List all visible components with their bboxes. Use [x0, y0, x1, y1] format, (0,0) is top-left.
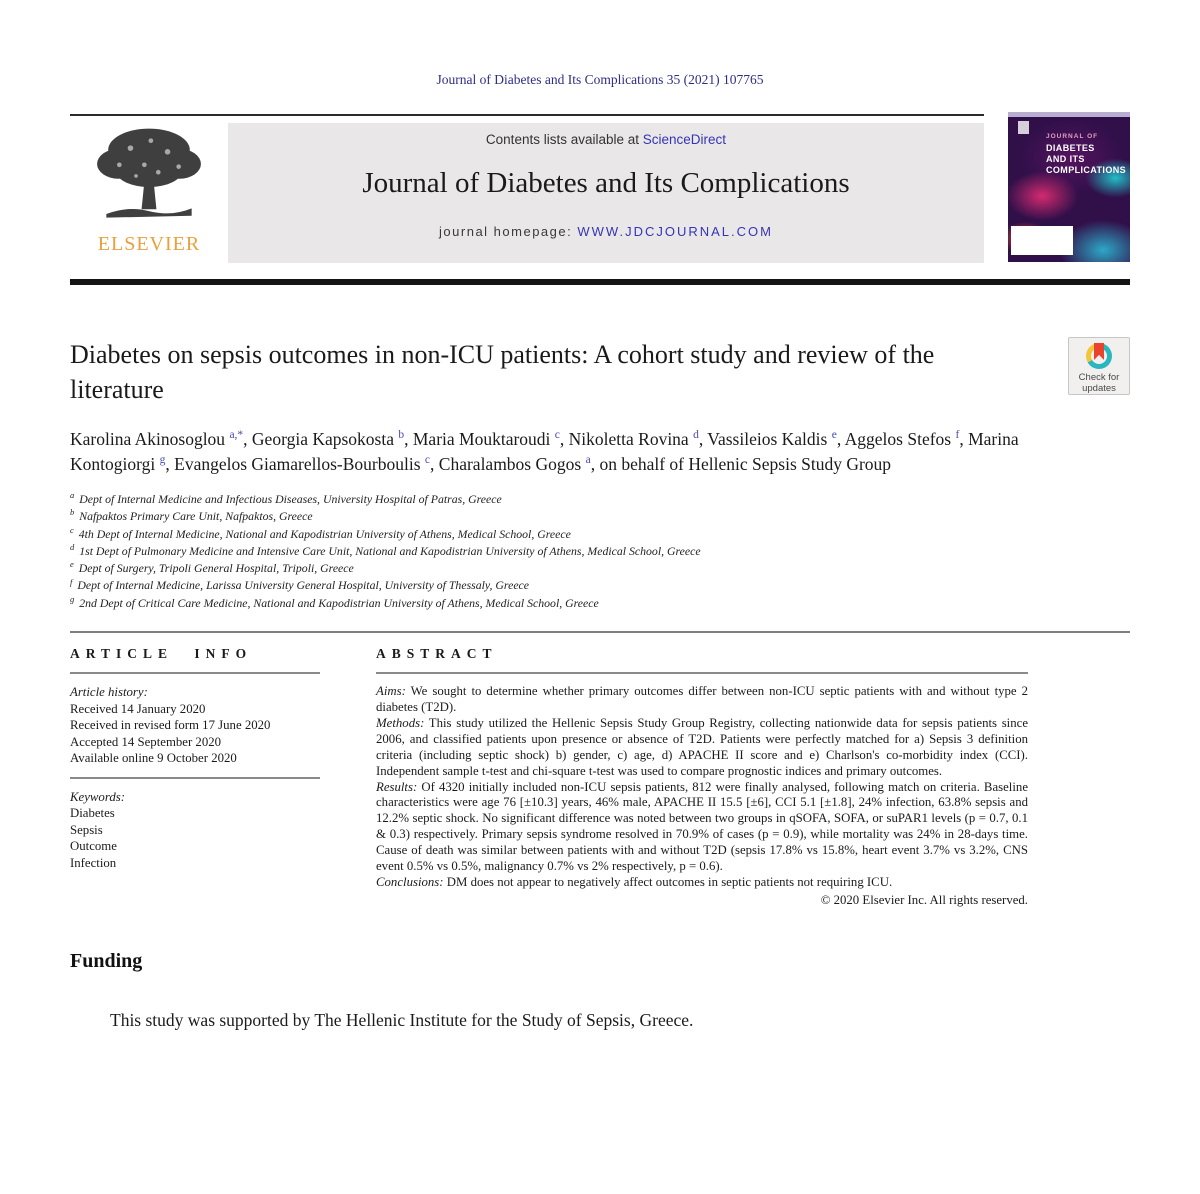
history-label: Article history: — [70, 685, 148, 700]
author-sup: d — [693, 429, 699, 442]
affiliation-sup: a — [70, 490, 75, 501]
badge-line2: updates — [1082, 383, 1116, 394]
affiliation-row: $^d$ 1st Dept of Pulmonary Medicine and Intensive Care Unit, National and Kapodistrian University of Athens, Medical School, Greece — [70, 541, 701, 558]
history-line: Available online 9 October 2020 — [70, 751, 237, 766]
crossmark-icon — [1086, 343, 1112, 369]
divider-bar — [70, 279, 1130, 285]
cover-elsevier-mark — [1018, 121, 1029, 134]
author-name: Karolina Akinosoglou — [70, 429, 230, 449]
crossmark-ribbon-icon — [1094, 343, 1104, 360]
copyright-line: © 2020 Elsevier Inc. All rights reserved. — [820, 892, 1028, 907]
article-info-heading: ARTICLE INFO — [70, 646, 253, 662]
author-name: Georgia Kapsokosta — [251, 429, 399, 449]
masthead — [70, 114, 1130, 263]
history-line: Received 14 January 2020 — [70, 701, 206, 716]
affiliation-row: $^e$ Dept of Surgery, Tripoli General Hospital, Tripoli, Greece — [70, 559, 354, 576]
keyword-line: Diabetes — [70, 806, 115, 821]
journal-citation: Journal of Diabetes and Its Complications 35 (2021) 107765 — [436, 72, 764, 87]
author-sup: b — [398, 429, 405, 442]
section-rule — [70, 631, 1130, 633]
keyword-line: Infection — [70, 855, 117, 870]
badge-line1: Check for — [1078, 372, 1120, 383]
title-row — [70, 337, 1130, 407]
affiliation-sup: b — [70, 507, 75, 518]
article-title: Diabetes on sepsis outcomes in non-ICU patients: A cohort study and review of the literature — [70, 340, 935, 404]
keywords-label: Keywords: — [70, 789, 125, 804]
sciencedirect-link[interactable]: ScienceDirect — [642, 132, 727, 147]
cover-kicker: JOURNAL OF — [1046, 133, 1099, 140]
abstract-section-label: Aims: — [376, 684, 406, 699]
affiliation-row: $^g$ 2nd Dept of Critical Care Medicine, National and Kapodistrian University of Athens, Medical School, Greece — [70, 593, 599, 610]
journal-cover-thumbnail — [1008, 112, 1130, 262]
author-name: Charalambos Gogos — [438, 454, 586, 474]
author-list: Karolina Akinosoglou $^{a,*}$, Georgia Kapsokosta $^b$, Maria Mouktaroudi $^c$, Nikoletta Rovina $^d$, Vassileios Kaldis $^e$, Aggelos Stefos $^f$, Marina Kontogiorgi $^g$, Evangelos Giamarellos-Bourboulis $^c$, Charalambos Gogos $^a$, on behalf of Hellenic Sepsis Study Group — [70, 429, 1019, 474]
affiliation-row: $^c$ 4th Dept of Internal Medicine, National and Kapodistrian University of Athens, Medical School, Greece — [70, 524, 571, 541]
affiliation-sup: c — [70, 524, 74, 535]
journal-banner — [228, 123, 984, 263]
author-name: Maria Mouktaroudi — [412, 429, 555, 449]
abstract-section: Aims: We sought to determine whether primary outcomes differ between non-ICU septic patients with and without type 2 diabetes (T2D). — [376, 684, 1028, 714]
badge-text — [1079, 372, 1120, 394]
author-sup: c — [554, 429, 560, 442]
history-line: Accepted 14 September 2020 — [70, 734, 222, 749]
author-name: Aggelos Stefos — [844, 429, 956, 449]
keyword-list — [70, 805, 320, 871]
elsevier-logo — [70, 116, 228, 263]
cover-title — [1046, 143, 1126, 176]
abstract-section: Results: Of 4320 initially included non-ICU sepsis patients, 812 were finally analysed, following match on criteria. Baseline characteristics were age 76 [±10.3] years, 46% male, APACHE II 15.5 [±6], CCI 5.1 [±1.8], 24% infection, 63.8% sepsis and 12.2% septic shock. No significant difference was noted between two groups in qSOFA, SOFA, or suPAR1 levels (p = 0.7, 0.1 & 0.3) respectively. Primary sepsis syndrome resolved in 70.9% of cases (p = 0.9), while mortality was 24% in 28-days time. Cause of death was similar between patients with and without T2D (sepsis 17.8% vs 15.8%, heart event 3.7% vs 3.2%, CNS event 0.5% vs 0.5%, malignancy 0.7% vs 2% respectively, p = 0.6). — [376, 779, 1028, 874]
affiliation-sup: f — [70, 576, 73, 587]
abstract-section-label: Methods: — [376, 715, 425, 730]
affiliation-sup: e — [70, 559, 74, 570]
cover-title-line: COMPLICATIONS — [1046, 165, 1127, 175]
affiliation-row: $^b$ Nafpaktos Primary Care Unit, Nafpaktos, Greece — [70, 507, 313, 524]
homepage-line — [228, 224, 984, 239]
funding-heading: Funding — [70, 949, 143, 972]
keyword-line: Outcome — [70, 839, 117, 854]
homepage-link[interactable]: WWW.JDCJOURNAL.COM — [577, 224, 773, 239]
affiliation-list — [70, 491, 1130, 612]
masthead-main — [70, 114, 984, 263]
author-name: Nikoletta Rovina — [568, 429, 694, 449]
keywords-rule — [70, 777, 320, 779]
cover-top-strip — [1008, 112, 1130, 117]
affiliation-sup: d — [70, 541, 75, 552]
author-name: Marina Kontogiorgi — [70, 429, 1019, 474]
affiliation-row: $^f$ Dept of Internal Medicine, Larissa University General Hospital, University of Thessaly, Greece — [70, 576, 530, 593]
author-sup: f — [955, 429, 960, 442]
homepage-prefix: journal homepage: — [439, 224, 573, 239]
contents-prefix: Contents lists available at — [485, 132, 640, 147]
abstract-heading: ABSTRACT — [376, 646, 498, 662]
article-info-column — [70, 646, 320, 908]
article-info-rule — [70, 672, 320, 674]
abstract-section: Conclusions: DM does not appear to negatively affect outcomes in septic patients not requiring ICU. — [376, 874, 893, 889]
abstract-body — [376, 684, 1028, 891]
abstract-section: Methods: This study utilized the Hellenic Sepsis Study Group Registry, collecting nationwide data for sepsis patients since 2006, and classified patients upon presence or absence of T2D. Patients were perfectly matched for a) Sepsis 3 definition criteria (including septic shock) b) gender, c) age, d) APACHE II score and e) Charlson's co-morbidity index (CCI). Independent sample t-test and chi-square t-test was used to compare prognostic indices and primary outcomes. — [376, 715, 1028, 778]
author-sup: e — [831, 429, 837, 442]
author-sup: c — [424, 454, 431, 467]
info-abstract-columns — [70, 646, 1130, 908]
contents-line — [228, 132, 984, 147]
elsevier-wordmark: ELSEVIER — [97, 233, 201, 255]
history-list — [70, 701, 320, 767]
author-sup: a,* — [229, 429, 244, 442]
check-for-updates-badge[interactable] — [1068, 337, 1130, 395]
author-sup: g — [159, 454, 166, 467]
affiliation-row: $^a$ Dept of Internal Medicine and Infectious Diseases, University Hospital of Patras, Greece — [70, 490, 502, 506]
abstract-section-label: Results: — [376, 779, 418, 794]
abstract-rule — [376, 672, 1028, 674]
author-sup: a — [585, 454, 591, 467]
journal-masthead-title: Journal of Diabetes and Its Complications — [362, 167, 850, 199]
cover-title-line: DIABETES — [1046, 143, 1095, 153]
cover-white-box — [1011, 226, 1073, 255]
cover-title-line: AND ITS — [1046, 154, 1085, 164]
funding-paragraph: This study was supported by The Hellenic Institute for the Study of Sepsis, Greece. — [110, 1009, 694, 1030]
history-line: Received in revised form 17 June 2020 — [70, 718, 271, 733]
keyword-line: Sepsis — [70, 822, 103, 837]
abstract-column — [376, 646, 1028, 908]
author-name: Evangelos Giamarellos-Bourboulis — [174, 454, 425, 474]
abstract-section-label: Conclusions: — [376, 874, 444, 889]
affiliation-sup: g — [70, 593, 75, 604]
elsevier-tree-icon — [93, 124, 205, 231]
author-name: Vassileios Kaldis — [707, 429, 832, 449]
